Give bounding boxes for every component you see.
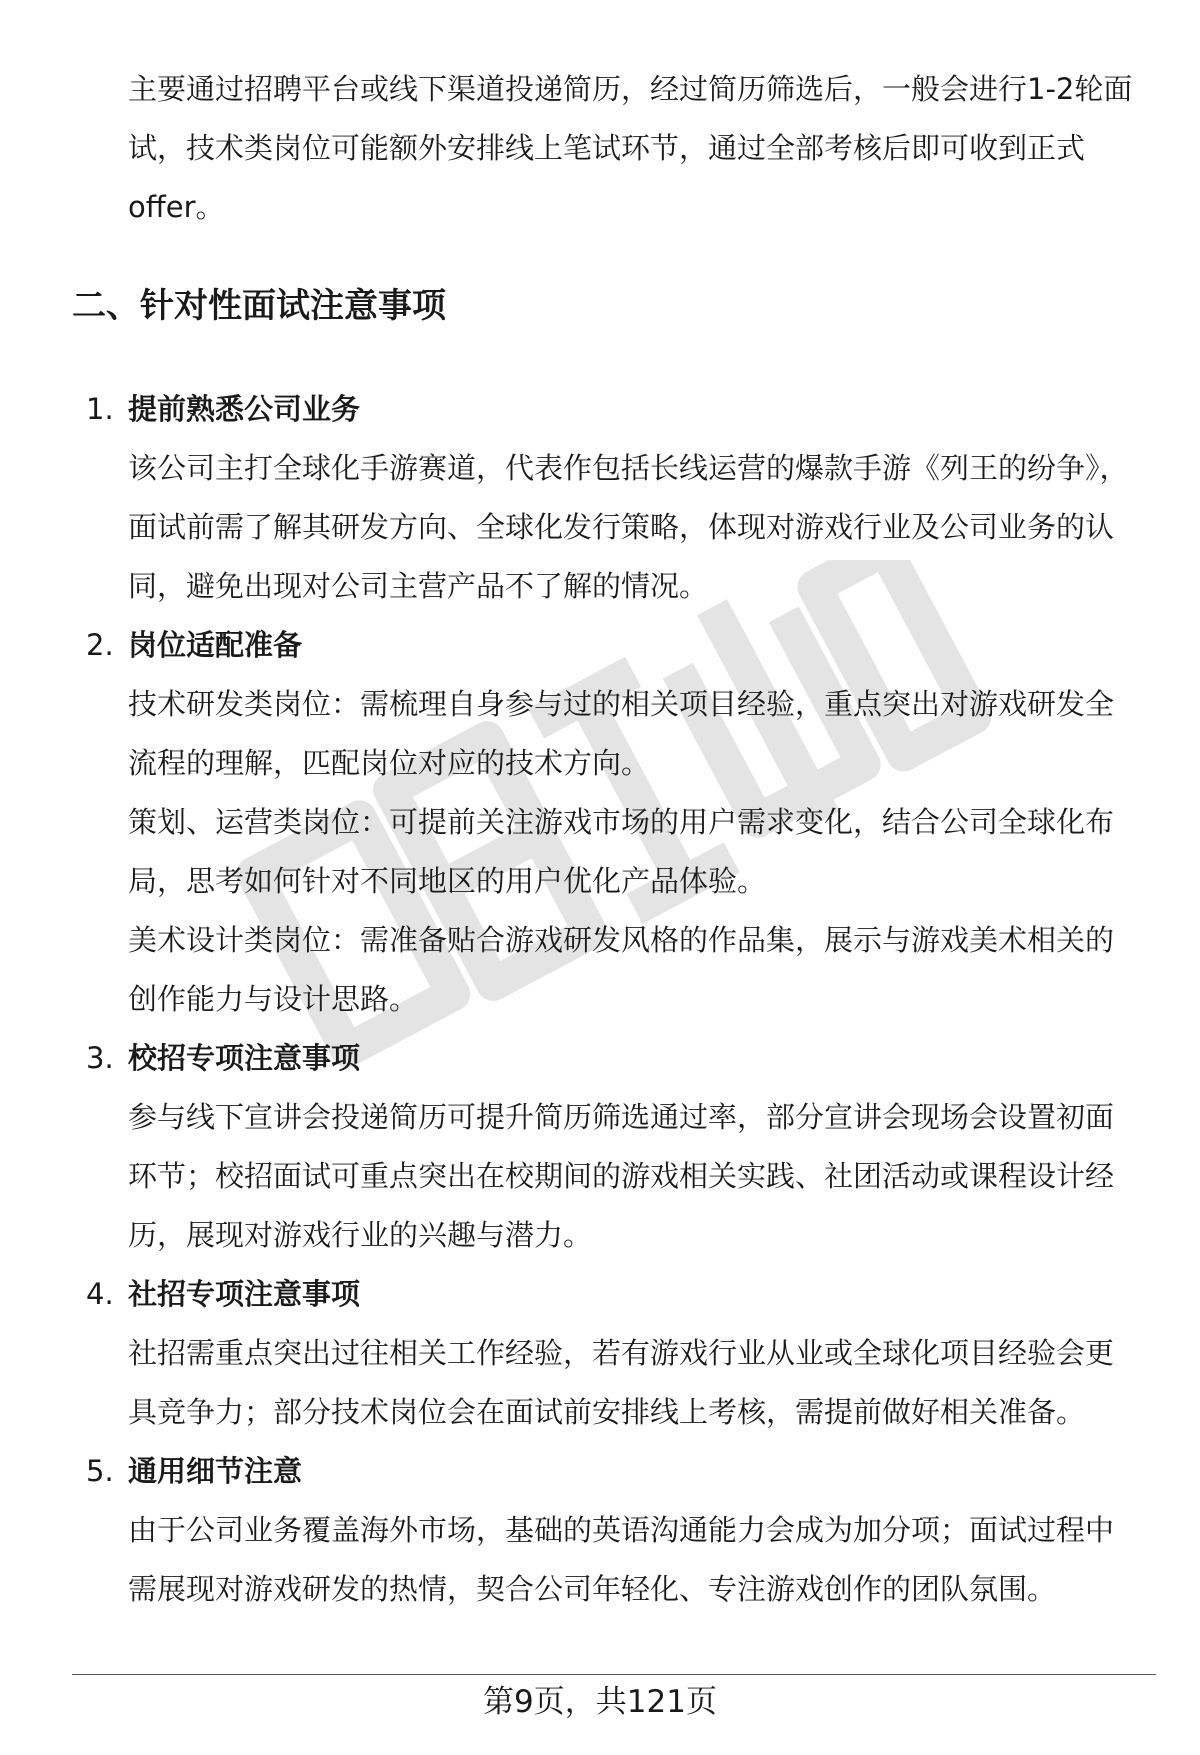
item-heading [0, 616, 1200, 675]
item-title: 提前熟悉公司业务 [128, 392, 361, 426]
item-paragraph: 参与线下宣讲会投递简历可提升简历筛选通过率，部分宣讲会现场会设置初面环节；校招面试可重点突出在校期间的游戏相关实践、社团活动或课程设计经历，展现对游戏行业的兴趣与潜力。 [128, 1100, 1115, 1252]
item-paragraph: 美术设计类岗位：需准备贴合游戏研发风格的作品集，展示与游戏美术相关的创作能力与设计思路。 [128, 923, 1115, 1016]
list-item [0, 1442, 1200, 1619]
list-item [0, 1029, 1200, 1265]
item-heading [0, 1265, 1200, 1324]
item-paragraph: 社招需重点突出过往相关工作经验，若有游戏行业从业或全球化项目经验会更具竞争力；部分技术岗位会在面试前安排线上考核，需提前做好相关准备。 [128, 1336, 1115, 1429]
item-heading [0, 380, 1200, 439]
item-title: 岗位适配准备 [128, 628, 303, 662]
item-number: 4. [86, 1277, 114, 1311]
item-title: 通用细节注意 [128, 1454, 303, 1488]
item-paragraph: 该公司主打全球化手游赛道，代表作包括长线运营的爆款手游《列王的纷争》，面试前需了解其研发方向、全球化发行策略，体现对游戏行业及公司业务的认同，避免出现对公司主营产品不了解的情况。 [128, 451, 1129, 603]
item-number: 1. [86, 392, 114, 426]
item-title: 社招专项注意事项 [128, 1277, 361, 1311]
item-title: 校招专项注意事项 [128, 1041, 361, 1075]
item-heading [0, 1029, 1200, 1088]
page-number: 第9页，共121页 [483, 1684, 717, 1720]
item-paragraph: 技术研发类岗位：需梳理自身参与过的相关项目经验，重点突出对游戏研发全流程的理解，匹配岗位对应的技术方向。 [128, 687, 1115, 780]
footer-divider [72, 1674, 1156, 1675]
item-paragraph: 由于公司业务覆盖海外市场，基础的英语沟通能力会成为加分项；面试过程中需展现对游戏研发的热情，契合公司年轻化、专注游戏创作的团队氛围。 [128, 1513, 1115, 1606]
item-number: 2. [86, 628, 114, 662]
list-item [0, 1265, 1200, 1442]
list-item [0, 380, 1200, 616]
item-heading [0, 1442, 1200, 1501]
item-number: 5. [86, 1454, 114, 1488]
list-item [0, 616, 1200, 1029]
item-paragraph: 策划、运营类岗位：可提前关注游戏市场的用户需求变化，结合公司全球化布局，思考如何针对不同地区的用户优化产品体验。 [128, 805, 1115, 898]
item-number: 3. [86, 1041, 114, 1075]
section-title: 二、针对性面试注意事项 [72, 286, 446, 326]
intro-paragraph: 主要通过招聘平台或线下渠道投递简历，经过简历筛选后，一般会进行1-2轮面试，技术类岗位可能额外安排线上笔试环节，通过全部考核后即可收到正式offer。 [128, 72, 1133, 224]
notice-list [0, 380, 1200, 1619]
